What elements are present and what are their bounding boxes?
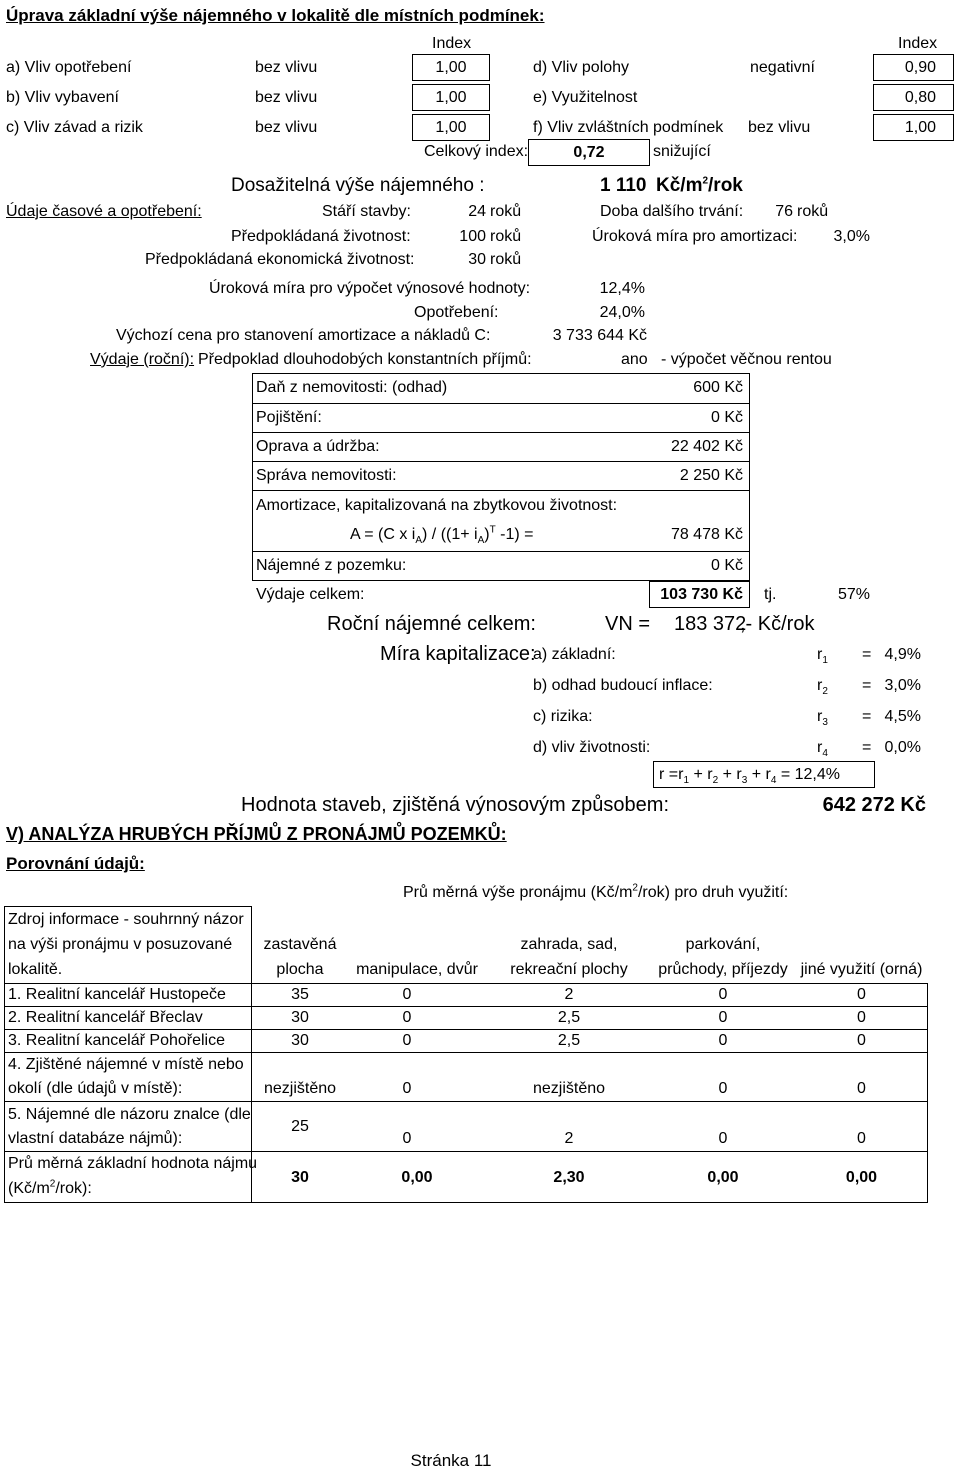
index-header-right: Index [898,35,938,52]
cap-b-value: 3,0% [884,677,921,694]
cap-c-eq: = [862,708,872,725]
col-header-parking-2: průchody, příjezdy [658,961,788,978]
expenses-label: Výdaje (roční): [90,351,195,368]
row-4-parking: 0 [718,1080,728,1097]
table-row-line-0 [4,983,928,984]
sum-plus-3: + r [747,766,771,783]
row-4-label-2: okolí (dle údajů v místě): [8,1080,183,1097]
sum-sub-1: 1 [683,775,690,787]
factor-c-index: 1,00 [435,119,467,136]
land-rent-label: Nájemné z pozemku: [256,557,407,574]
annual-rent-value: 183 372 [674,613,747,635]
cap-a-value: 4,9% [884,646,921,663]
expenses-frame-left [252,373,253,580]
age-unit: roků [490,203,522,220]
expense-insurance-label: Pojištění: [256,409,322,426]
row-5-label-1: 5. Nájemné dle názoru znalce (dle [8,1106,251,1123]
index-header-left: Index [432,35,472,52]
achievable-rent-label: Dosažitelná výše nájemného : [231,175,485,196]
avg-yard: 0,00 [401,1169,433,1186]
expenses-sep-1 [252,403,750,404]
row-3-built: 30 [291,1032,309,1049]
land-rent-value: 0 Kč [710,557,743,574]
cap-a-r: r [817,646,823,663]
col-header-other-2: jiné využití (orná) [800,961,923,978]
col-header-garden-2: rekreační plochy [510,961,628,978]
total-index-note: snižující [653,143,711,160]
cap-d-sub: 4 [822,748,828,760]
row-5-built: 25 [291,1118,309,1135]
expense-management-value: 2 250 Kč [679,467,743,484]
avg-label-pre: (Kč/m [8,1180,50,1197]
row-1-garden: 2 [564,986,574,1003]
factor-e-index: 0,80 [904,89,936,106]
super-header-sup: 2 [632,882,638,894]
source-header-1: Zdroj informace - souhrnný názor [8,911,244,928]
row-2-yard: 0 [402,1009,412,1026]
factor-a-effect: bez vlivu [255,59,318,76]
col-header-garden-1: zahrada, sad, [520,936,618,953]
factor-e-label: e) Využitelnost [533,89,638,106]
row-2-garden: 2,5 [557,1009,581,1026]
factor-b-index: 1,00 [435,89,467,106]
wear-label: Údaje časové a opotřebení: [6,203,202,220]
section-heading: V) ANALÝZA HRUBÝCH PŘÍJMŮ Z PRONÁJMŮ POZEMKŮ: [6,824,507,844]
sum-result: = 12,4% [776,766,840,783]
cap-a-sub: 1 [822,655,828,667]
sum-plus-2: + r [718,766,742,783]
formula-part-a: A = (C x i [350,526,416,543]
source-header-3: lokalitě. [8,961,63,978]
expenses-total-value: 103 730 Kč [660,586,743,603]
amort-value: 78 478 Kč [670,526,743,543]
avg-label-sup: 2 [49,1178,56,1190]
amort-formula [350,524,534,547]
depreciation-label: Opotřebení: [414,304,499,321]
row-5-other: 0 [857,1130,866,1147]
cap-c-sub: 3 [822,717,828,729]
cap-a-symbol [817,646,828,667]
cap-b-label: b) odhad budoucí inflace: [533,677,713,694]
cap-c-label: c) rizika: [533,708,593,725]
cap-d-value: 0,0% [884,739,921,756]
avg-label-1: Prů měrná základní hodnota nájmu [8,1155,258,1172]
econ-life-unit: roků [490,251,522,268]
row-4-built: nezjištěno [263,1080,337,1097]
formula-sub-1: A [415,535,423,547]
expense-management-label: Správa nemovitosti: [256,467,397,484]
cap-c-symbol [817,708,828,729]
amort-label: Amortizace, kapitalizovaná na zbytkovou životnost: [256,497,618,514]
row-4-yard: 0 [402,1080,412,1097]
table-bottom [4,1202,928,1203]
cap-c-r: r [817,708,823,725]
factor-a-index: 1,00 [435,59,467,76]
cap-a-eq: = [862,646,872,663]
total-index-label: Celkový index: [424,143,529,160]
unit-post: /rok [708,175,743,196]
factor-b-label: b) Vliv vybavení [6,89,119,106]
avg-parking: 0,00 [707,1169,739,1186]
expense-tax-label: Daň z nemovitosti: (odhad) [256,379,448,396]
avg-label-2 [8,1178,92,1197]
expenses-total-note: tj. [764,586,777,603]
row-1-parking: 0 [718,986,728,1003]
col-header-yard-2: manipulace, dvůr [356,961,478,978]
row-3-garden: 2,5 [557,1032,581,1049]
row-5-garden: 2 [564,1130,574,1147]
cap-a-label: a) základní: [533,646,616,663]
table-row-line-5 [4,1151,928,1152]
cap-d-eq: = [862,739,872,756]
page-footer: Stránka 11 [410,1451,492,1470]
unit-sup: 2 [702,175,709,187]
table-row-line-2 [4,1029,928,1030]
rate-income-label: Úroková míra pro výpočet výnosové hodnoty: [209,280,531,297]
cap-b-symbol [817,677,828,698]
avg-other: 0,00 [845,1169,878,1186]
annual-rent-vn: VN = [605,613,651,635]
age-label: Stáří stavby: [322,203,411,220]
cap-d-r: r [817,739,823,756]
cap-sum-formula [659,766,840,787]
expense-repair-value: 22 402 Kč [670,438,743,455]
row-3-parking: 0 [718,1032,728,1049]
row-3-label: 3. Realitní kancelář Pohořelice [8,1032,226,1049]
table-right [927,983,928,1202]
sum-plus-1: + r [689,766,713,783]
formula-part-c: ) [484,526,490,543]
base-price-label: Výchozí cena pro stanovení amortizace a nákladů C: [116,327,491,344]
super-header-post: /rok) pro druh využití: [637,884,789,901]
row-2-built: 30 [291,1009,309,1026]
source-header-2: na výši pronájmu v posuzované [8,936,233,953]
expense-insurance-value: 0 Kč [710,409,743,426]
remaining-value: 76 [775,203,793,220]
cap-b-sub: 2 [822,686,828,698]
formula-part-b: ) / ((1+ i [422,526,478,543]
cap-d-label: d) vliv životnosti: [533,739,651,756]
table-top-left [4,906,251,907]
expenses-sep-4 [252,490,750,491]
row-2-label: 2. Realitní kancelář Břeclav [8,1009,203,1026]
avg-built: 30 [291,1169,309,1186]
factor-c-label: c) Vliv závad a rizik [6,119,143,136]
sum-sub-3: 3 [741,775,748,787]
age-value: 24 [468,203,486,220]
factor-a-label: a) Vliv opotřebení [6,59,132,76]
row-5-yard: 0 [402,1130,412,1147]
cap-d-symbol [817,739,828,760]
unit-pre: Kč/m [656,175,703,196]
base-price-value: 3 733 644 Kč [552,327,647,344]
table-left [4,906,5,1202]
total-index-value: 0,72 [573,144,605,161]
table-row-line-3 [4,1052,928,1053]
expense-tax-value: 600 Kč [693,379,743,396]
avg-label-post: /rok): [55,1180,92,1197]
cap-c-value: 4,5% [884,708,921,725]
assumption-label: Předpoklad dlouhodobých konstantních příjmů: [198,351,532,368]
annual-rent-label: Roční nájemné celkem: [327,613,536,635]
sum-sub-2: 2 [712,775,719,787]
row-5-label-2: vlastní databáze nájmů): [8,1130,183,1147]
sum-sub-4: 4 [770,775,777,787]
row-2-other: 0 [857,1009,866,1026]
factor-d-index: 0,90 [904,59,936,76]
page-title: Úprava základní výše nájemného v lokalitě dle místních podmínek: [6,6,545,25]
factor-f-effect: bez vlivu [748,119,811,136]
col-header-parking-1: parkování, [685,936,761,953]
expenses-total-pct: 57% [837,586,870,603]
achievable-rent-unit [656,176,743,195]
life-label: Předpokládaná životnost: [231,228,411,245]
col-header-built-1: zastavěná [263,936,337,953]
achievable-rent-value: 1 110 [600,175,647,196]
life-value: 100 [459,228,486,245]
table-super-header [403,882,789,901]
remaining-label: Doba dalšího trvání: [600,203,744,220]
factor-d-effect: negativní [750,59,815,76]
row-3-yard: 0 [402,1032,412,1049]
row-3-other: 0 [857,1032,866,1049]
formula-sub-2: A [477,535,485,547]
expenses-frame-right [749,373,750,580]
remaining-unit: roků [797,203,829,220]
factor-f-index: 1,00 [904,119,936,136]
row-5-parking: 0 [718,1130,728,1147]
super-header-pre: Prů měrná výše pronájmu (Kč/m [403,884,633,901]
cap-rate-label: Míra kapitalizace: [380,643,536,665]
income-value: 642 272 Kč [822,794,926,816]
expenses-sep-2 [252,432,750,433]
formula-part-d: -1) = [495,526,534,543]
factor-f-label: f) Vliv zvláštních podmínek [533,119,724,136]
row-2-parking: 0 [718,1009,728,1026]
formula-sup: T [489,524,496,536]
sum-prefix: r =r [659,766,684,783]
row-1-built: 35 [291,986,309,1003]
factor-d-label: d) Vliv polohy [533,59,630,76]
row-1-yard: 0 [402,986,412,1003]
row-4-garden: nezjištěno [532,1080,606,1097]
expense-repair-label: Oprava a údržba: [256,438,380,455]
expenses-sep-3 [252,461,750,462]
rate-amort-label: Úroková míra pro amortizaci: [592,228,798,245]
annual-rent-unit: ,- Kč/rok [740,613,815,635]
row-1-label: 1. Realitní kancelář Hustopeče [8,986,226,1003]
avg-garden: 2,30 [553,1169,585,1186]
table-row-line-4 [4,1101,928,1102]
cap-b-eq: = [862,677,872,694]
expenses-total-label: Výdaje celkem: [256,586,365,603]
life-unit: roků [490,228,522,245]
table-row-line-1 [4,1006,928,1007]
comparison-label: Porovnání údajů: [6,854,145,873]
rate-income-value: 12,4% [599,280,645,297]
econ-life-label: Předpokládaná ekonomická životnost: [145,251,415,268]
income-value-label: Hodnota staveb, zjištěná výnosovým způsobem: [241,794,669,816]
row-4-label-1: 4. Zjištěné nájemné v místě nebo [8,1056,244,1073]
cap-b-r: r [817,677,823,694]
econ-life-value: 30 [468,251,486,268]
assumption-note: - výpočet věčnou rentou [661,351,832,368]
rate-amort-value: 3,0% [833,228,870,245]
row-4-other: 0 [857,1080,866,1097]
assumption-value: ano [621,351,648,368]
expenses-sep-5 [252,551,750,552]
depreciation-value: 24,0% [599,304,645,321]
expenses-frame-top [252,373,750,374]
row-1-other: 0 [857,986,866,1003]
col-header-built-2: plocha [276,961,324,978]
factor-c-effect: bez vlivu [255,119,318,136]
factor-b-effect: bez vlivu [255,89,318,106]
